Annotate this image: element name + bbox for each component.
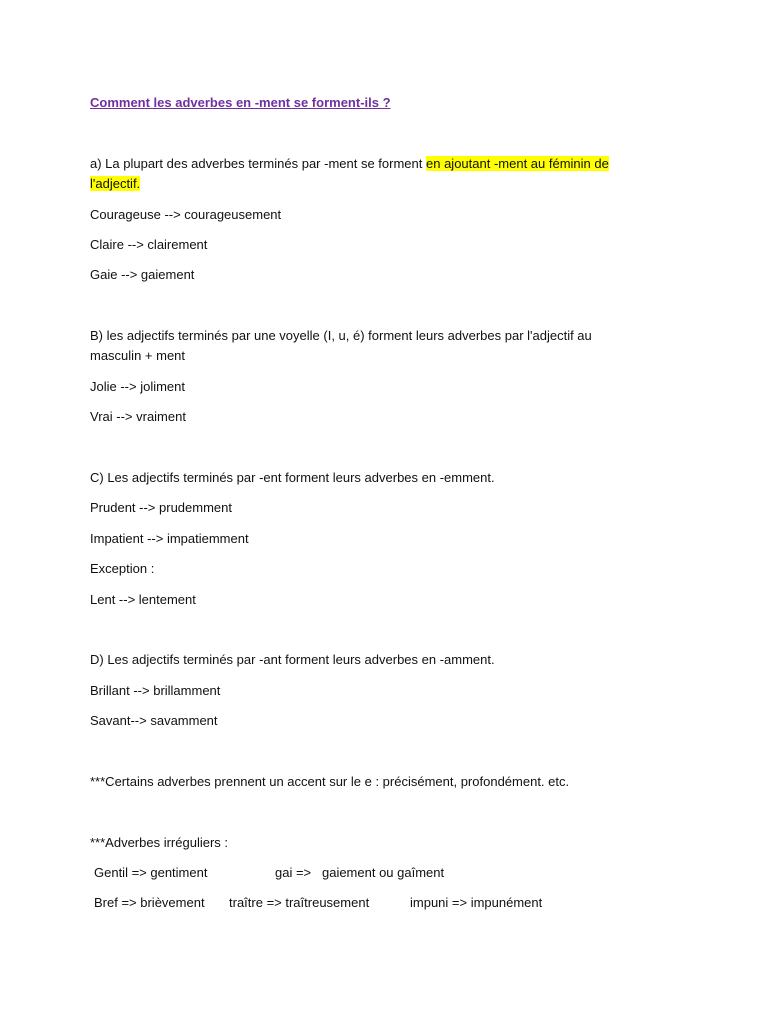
- example-line: Jolie --> joliment: [90, 379, 186, 394]
- section-d-line-1: D) Les adjectifs terminés par -ant forment leurs adverbes en -amment.: [90, 652, 495, 667]
- example-line: Courageuse --> courageusement: [90, 207, 282, 222]
- irregular-item: gai => gaiement ou gaîment: [275, 865, 445, 880]
- example-line: Vrai --> vraiment: [90, 409, 186, 424]
- irregular-heading: ***Adverbes irréguliers :: [90, 835, 229, 850]
- example-line: Prudent --> prudemment: [90, 500, 232, 515]
- section-a-text: a) La plupart des adverbes terminés par -ment se forment: [90, 156, 426, 171]
- exception-label: Exception :: [90, 561, 155, 576]
- section-b-line-1: B) les adjectifs terminés par une voyelle (I, u, é) forment leurs adverbes par l'adjectif au: [90, 328, 592, 343]
- example-line: Savant--> savamment: [90, 713, 218, 728]
- irregular-row-1: [94, 863, 207, 883]
- section-b-line-2: masculin + ment: [90, 348, 186, 363]
- example-line: Brillant --> brillamment: [90, 683, 221, 698]
- irregular-row-2-b: [229, 893, 369, 913]
- irregular-row-2-c: [410, 893, 542, 913]
- section-a-line-2: [90, 174, 140, 194]
- irregular-row-2: [94, 893, 205, 913]
- section-c-line-1: C) Les adjectifs terminés par -ent forment leurs adverbes en -emment.: [90, 470, 495, 485]
- irregular-row-1-b: [275, 863, 444, 883]
- example-line: Gaie --> gaiement: [90, 267, 195, 282]
- example-line: Lent --> lentement: [90, 592, 196, 607]
- document-title: Comment les adverbes en -ment se forment-ils ?: [90, 95, 391, 110]
- example-line: Claire --> clairement: [90, 237, 208, 252]
- irregular-item: traître => traîtreusement: [229, 895, 370, 910]
- section-a-highlight-2: l'adjectif.: [90, 176, 141, 191]
- section-a-line-1: [90, 154, 609, 174]
- irregular-item: Gentil => gentiment: [94, 865, 208, 880]
- irregular-item: impuni => impunément: [410, 895, 543, 910]
- section-a-highlight-1: en ajoutant -ment au féminin de: [426, 156, 609, 171]
- example-line: Impatient --> impatiemment: [90, 531, 249, 546]
- irregular-item: Bref => brièvement: [94, 895, 205, 910]
- accent-note: ***Certains adverbes prennent un accent sur le e : précisément, profondément. etc.: [90, 774, 570, 789]
